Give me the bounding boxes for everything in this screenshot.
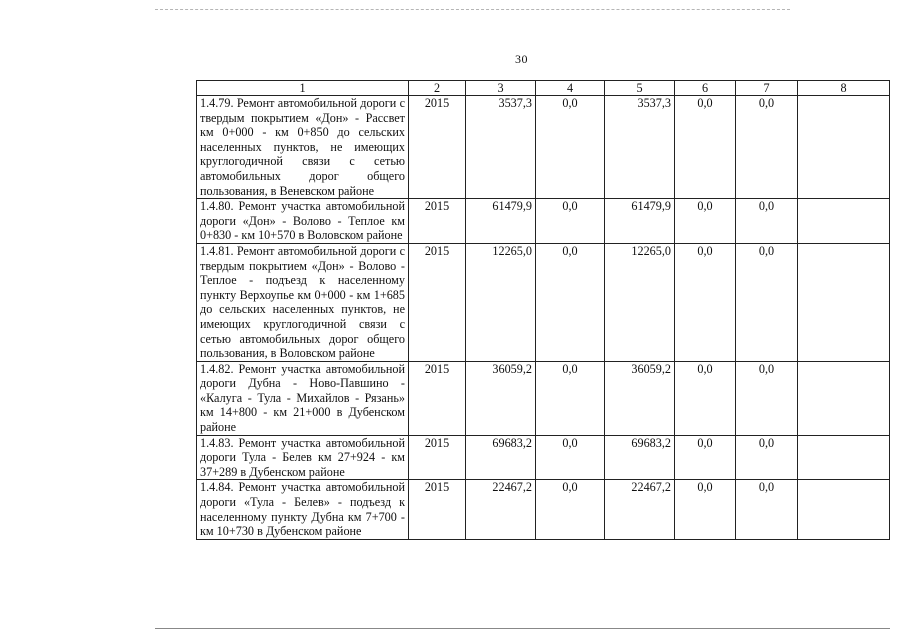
value-cell-col7: 0,0 bbox=[736, 361, 798, 435]
value-cell-col4: 0,0 bbox=[536, 435, 605, 480]
value-cell-col4: 0,0 bbox=[536, 361, 605, 435]
column-header-1: 1 bbox=[197, 81, 409, 96]
value-cell-col3: 22467,2 bbox=[466, 480, 536, 539]
value-cell-col8 bbox=[798, 199, 890, 244]
row-name-cell: 1.4.81. Ремонт автомобильной дороги с твердым покрытием «Дон» - Волово - Теплое - подъезд к населенному пункту Верхоупье км 0+000 - км 1+685 до сельских населенных пунктов, не имеющих круглогодичной связи с сетью автомобильных дорог общего пользования, в Воловском районе bbox=[197, 243, 409, 361]
value-cell-col4: 0,0 bbox=[536, 243, 605, 361]
value-cell-col5: 61479,9 bbox=[605, 199, 675, 244]
table-row bbox=[197, 96, 890, 199]
value-cell-col6: 0,0 bbox=[675, 199, 736, 244]
column-header-3: 3 bbox=[466, 81, 536, 96]
page-number: 30 bbox=[515, 52, 528, 66]
column-header-5: 5 bbox=[605, 81, 675, 96]
row-name-cell: 1.4.84. Ремонт участка автомобильной дороги «Тула - Белев» - подъезд к населенному пункту Дубна км 7+700 - км 10+730 в Дубенском районе bbox=[197, 480, 409, 539]
year-cell: 2015 bbox=[409, 480, 466, 539]
table-row bbox=[197, 435, 890, 480]
year-cell: 2015 bbox=[409, 96, 466, 199]
value-cell-col5: 12265,0 bbox=[605, 243, 675, 361]
row-name-cell: 1.4.80. Ремонт участка автомобильной дороги «Дон» - Волово - Теплое км 0+830 - км 10+570 в Воловском районе bbox=[197, 199, 409, 244]
value-cell-col3: 61479,9 bbox=[466, 199, 536, 244]
value-cell-col3: 36059,2 bbox=[466, 361, 536, 435]
row-name-cell: 1.4.79. Ремонт автомобильной дороги с твердым покрытием «Дон» - Рассвет км 0+000 - км 0+850 до сельских населенных пунктов, не имеющих круглогодичной связи с сетью автомобильных дорог общего пользования, в Веневском районе bbox=[197, 96, 409, 199]
year-cell: 2015 bbox=[409, 361, 466, 435]
value-cell-col6: 0,0 bbox=[675, 480, 736, 539]
value-cell-col4: 0,0 bbox=[536, 199, 605, 244]
value-cell-col7: 0,0 bbox=[736, 199, 798, 244]
value-cell-col4: 0,0 bbox=[536, 480, 605, 539]
column-header-6: 6 bbox=[675, 81, 736, 96]
value-cell-col5: 36059,2 bbox=[605, 361, 675, 435]
header-row bbox=[197, 81, 890, 96]
value-cell-col6: 0,0 bbox=[675, 361, 736, 435]
year-cell: 2015 bbox=[409, 435, 466, 480]
top-scan-line bbox=[155, 9, 790, 10]
value-cell-col7: 0,0 bbox=[736, 96, 798, 199]
column-header-7: 7 bbox=[736, 81, 798, 96]
value-cell-col3: 12265,0 bbox=[466, 243, 536, 361]
year-cell: 2015 bbox=[409, 243, 466, 361]
value-cell-col5: 69683,2 bbox=[605, 435, 675, 480]
value-cell-col6: 0,0 bbox=[675, 96, 736, 199]
value-cell-col6: 0,0 bbox=[675, 435, 736, 480]
table-row bbox=[197, 243, 890, 361]
column-header-2: 2 bbox=[409, 81, 466, 96]
table-row bbox=[197, 361, 890, 435]
road-repair-table bbox=[196, 80, 890, 540]
value-cell-col8 bbox=[798, 361, 890, 435]
table-row bbox=[197, 480, 890, 539]
bottom-scan-line bbox=[155, 628, 890, 629]
year-cell: 2015 bbox=[409, 199, 466, 244]
value-cell-col3: 69683,2 bbox=[466, 435, 536, 480]
value-cell-col8 bbox=[798, 480, 890, 539]
value-cell-col8 bbox=[798, 435, 890, 480]
value-cell-col8 bbox=[798, 96, 890, 199]
value-cell-col6: 0,0 bbox=[675, 243, 736, 361]
row-name-cell: 1.4.83. Ремонт участка автомобильной дороги Тула - Белев км 27+924 - км 37+289 в Дубенском районе bbox=[197, 435, 409, 480]
column-header-8: 8 bbox=[798, 81, 890, 96]
value-cell-col5: 22467,2 bbox=[605, 480, 675, 539]
value-cell-col8 bbox=[798, 243, 890, 361]
value-cell-col7: 0,0 bbox=[736, 243, 798, 361]
table-row bbox=[197, 199, 890, 244]
value-cell-col7: 0,0 bbox=[736, 435, 798, 480]
column-header-4: 4 bbox=[536, 81, 605, 96]
value-cell-col3: 3537,3 bbox=[466, 96, 536, 199]
row-name-cell: 1.4.82. Ремонт участка автомобильной дороги Дубна - Ново-Павшино - «Калуга - Тула - Михайлов - Рязань» км 14+800 - км 21+000 в Дубенском районе bbox=[197, 361, 409, 435]
value-cell-col7: 0,0 bbox=[736, 480, 798, 539]
value-cell-col4: 0,0 bbox=[536, 96, 605, 199]
value-cell-col5: 3537,3 bbox=[605, 96, 675, 199]
